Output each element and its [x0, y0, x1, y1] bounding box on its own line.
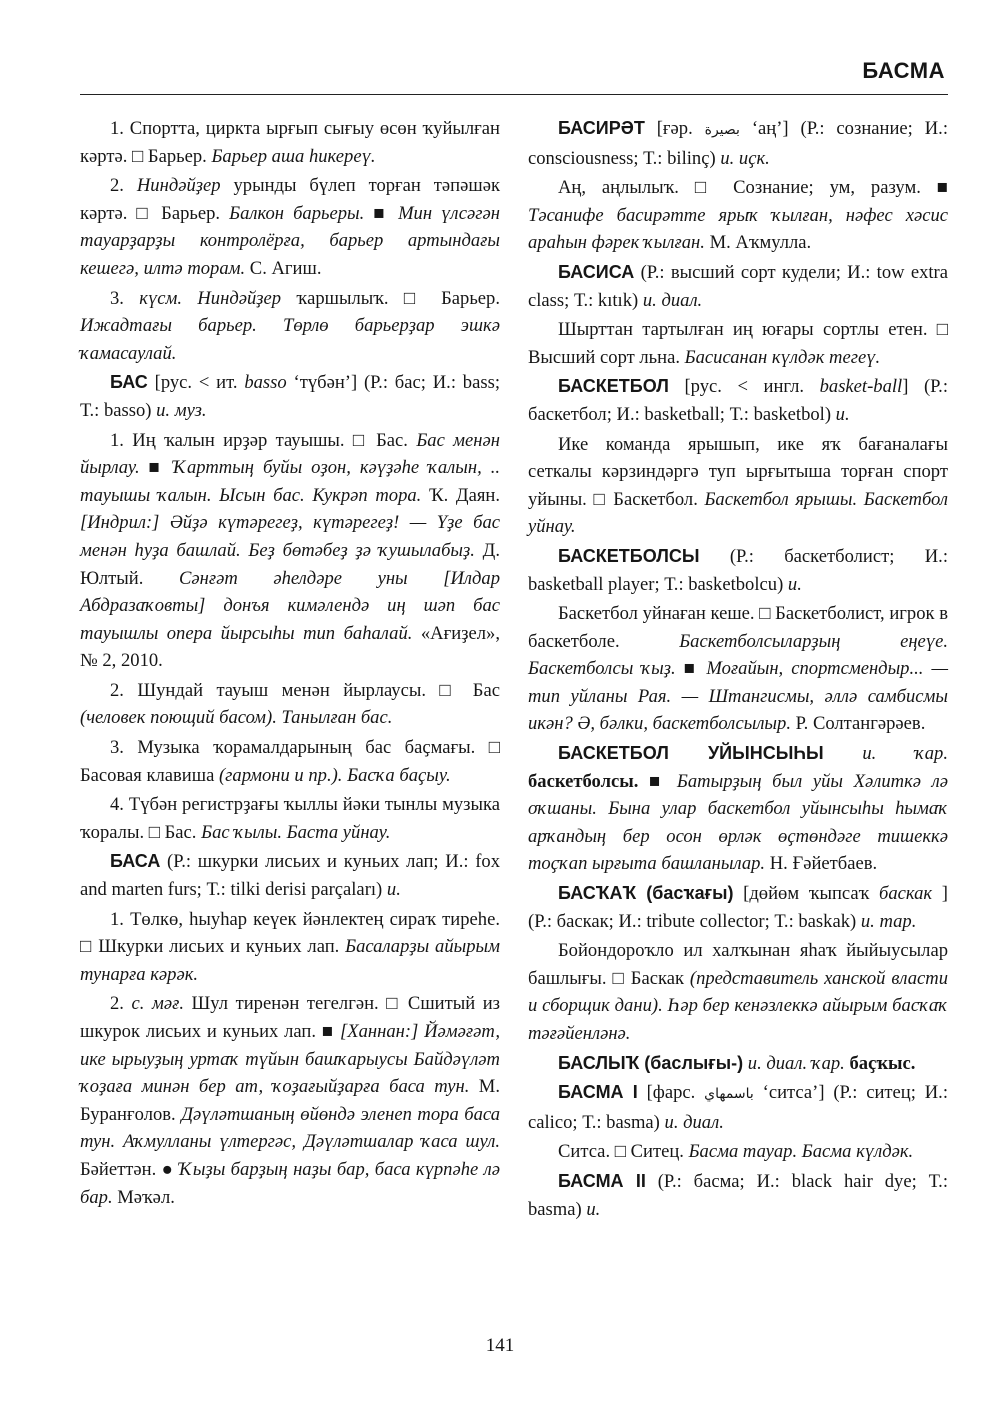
text-run: 1. Спортта, циркта ырғып сығыу өсөн ҡуйылған кәртә. □ Барьер.	[80, 118, 500, 167]
dictionary-paragraph	[528, 115, 948, 172]
italic-text: (человек поющий басом). Танылған бас.	[80, 707, 393, 729]
dictionary-paragraph	[528, 1079, 948, 1136]
italic-text: Баскетболсыларҙың еңеүе. Баскетболсы ҡыҙ.	[528, 630, 948, 680]
dictionary-paragraph	[80, 848, 500, 903]
headword: БАСКЕТБОЛСЫ	[558, 545, 700, 566]
dictionary-paragraph	[528, 373, 948, 428]
headword: БАСКЕТБОЛ	[558, 376, 669, 397]
italic-text: Басисанан күлдәк тегеү.	[684, 346, 881, 368]
headword: БАС	[110, 372, 148, 393]
italic-text: Мин үлсәгән тауарҙарҙы контролёрға, барьер артындағы кешегә, илтә торам.	[80, 202, 501, 279]
dictionary-paragraph	[80, 115, 500, 170]
headword: БАСИСА	[558, 261, 635, 282]
italic-text: баскак	[878, 883, 933, 905]
dictionary-paragraph	[528, 937, 948, 1047]
italic-text: и.	[586, 1198, 601, 1220]
bold-reference: баҫҡыс.	[849, 1052, 916, 1074]
italic-text: Балкон барьеры.	[229, 202, 365, 224]
text-run: М. Буранғолов.	[80, 1076, 500, 1125]
text-run: 1. Иң ҡалын ирҙәр тауышы. □ Бас.	[110, 429, 417, 451]
italic-text: Батырҙың был уйы Хәлиткә лә оҡшаны. Бына улар баскетбол уйынсыһы һымаҡ арҡандың бер осон өрләк өҫтөндәге тишеккә тоҫҡап ырғыта башланылар.	[528, 770, 949, 875]
text-run: 3.	[110, 287, 140, 309]
italic-text: Бас ҡылы. Баста уйнау.	[201, 821, 391, 843]
headword: БАСА	[110, 851, 161, 872]
italic-text: basso	[244, 372, 287, 394]
text-run: 3. Музыка ҡорамалдарының бас баҫмағы. □ Басовая клавиша	[80, 737, 500, 786]
italic-text: Сәнғәт әһелдәре уны [Илдар Абдразаҡовты] донъя кимәлендә иң шәп бас тауышлы опера йырсыһы тип баһалай.	[80, 567, 500, 644]
text-run: Шырттан тартылған иң юғары сортлы етен. □ Высший сорт льна.	[528, 319, 948, 368]
text-run: ■	[675, 658, 707, 680]
italic-text: (представитель ханской власти и сборщик дани). Һәр бер кенәзлеккә айырым басҡаҡ тәғәйенләнә.	[528, 967, 949, 1044]
text-run: (Р.: баскетболист; И.: basketball player; Т.: basketbolcu)	[528, 545, 948, 595]
italic-text: с. мәғ.	[131, 993, 184, 1015]
text-run: Шул тиренән тегелгән. □ Сшитый из шкурок лисьих и куньих лап. ■	[80, 993, 500, 1042]
italic-text: Ҡыҙы барҙың наҙы бар, баса күрпәһе лә бар.	[80, 1158, 500, 1208]
text-run: ҡаршылыҡ. □ Барьер.	[281, 287, 501, 309]
text-run: [рус. < ит.	[147, 372, 245, 394]
italic-text: и.	[787, 573, 802, 595]
dictionary-paragraph	[528, 740, 948, 878]
italic-text: и. ҡар.	[862, 743, 948, 765]
text-run	[824, 743, 863, 764]
header-rule	[80, 94, 948, 95]
dictionary-paragraph	[80, 285, 500, 368]
italic-text: Барьер аша һикереү.	[211, 145, 376, 167]
italic-text: Моғайын, спортсмендыр... — тип уйланы Рая. — Штангисмы, әллә самбисмы икән? Ә, бәлки, баскетболсылыр.	[528, 658, 948, 735]
dictionary-paragraph	[528, 880, 948, 935]
text-run: [дөйөм ҡыпсаҡ	[733, 883, 879, 905]
italic-text: и. тар.	[860, 910, 917, 932]
dictionary-paragraph	[528, 1168, 948, 1223]
headword: БАСКЕТБОЛ УЙЫНСЫҺЫ	[558, 743, 824, 764]
dictionary-paragraph	[528, 174, 948, 257]
italic-text: и.	[386, 879, 401, 901]
text-run: ■	[139, 457, 174, 479]
italic-text: [Индрил:] Әйҙә күтәрегеҙ, күтәрегеҙ! — Үҙе бас менән һуҙа башлай. Беҙ бөтәбеҙ ҙә ҡушылабыҙ.	[80, 512, 500, 561]
running-head: БАСМА	[862, 58, 945, 83]
dictionary-paragraph	[80, 427, 500, 675]
italic-text: и. муз.	[156, 399, 207, 421]
bold-reference: баскетболсы.	[528, 770, 639, 792]
italic-text: и. иҫк.	[720, 147, 770, 169]
italic-text: Басаларҙы айырым тунарға кәрәк.	[80, 936, 500, 985]
italic-text: и. диал.	[664, 1111, 724, 1133]
italic-text: Ниндәйҙер	[136, 175, 221, 197]
text-run: (Р.: высший сорт кудели; И.: tow extra class; Т.: kıtık)	[528, 261, 948, 311]
text-run: Д. Юлтый.	[80, 539, 501, 589]
text-run: урынды бүлеп торған тәпәшәк кәртә. □ Барьер.	[80, 175, 500, 224]
dictionary-paragraph	[80, 990, 500, 1211]
text-run: [ғәр.	[644, 118, 705, 139]
text-run: 2. Шундай тауыш менән йырлаусы. □ Бас	[110, 679, 500, 701]
text-run: ‘ситса’] (Р.: ситец; И.: calico; Т.: basma)	[528, 1082, 949, 1133]
dictionary-paragraph	[80, 369, 500, 424]
dictionary-paragraph	[80, 791, 500, 846]
arabic-script: بصيرة	[704, 122, 740, 138]
dictionary-paragraph	[528, 259, 948, 314]
text-run: Ҡ. Даян.	[421, 484, 500, 506]
text-run: 2.	[110, 175, 137, 197]
italic-text: Дәүләтшаның өйөндә эленеп тора баса тун. Аҡмулланы үлтергәс, Дәүләтшалар ҡаса шул.	[80, 1103, 500, 1153]
text-run: Аң, аңлылыҡ. □ Сознание; ум, разум. ■	[558, 177, 948, 199]
italic-text: Ҡарттың буйы оҙон, кәүҙәһе ҡалын, .. тауышы ҡалын. Ысын бас. Кукрәп тора.	[80, 457, 500, 506]
text-run: ■	[638, 770, 677, 792]
text-run: Р. Солтангәрәев.	[790, 713, 926, 735]
text-run: ‘түбән’] (Р.: бас; И.: bass; Т.: basso)	[80, 372, 500, 421]
text-run: Ике команда ярышып, ике яҡ бағаналағы сеткалы кәрзиндәргә туп ырғытыша торған спорт уйыны. □ Баскетбол.	[528, 433, 948, 510]
page-number: 141	[485, 1335, 515, 1356]
headword: БАСИРӘТ	[558, 118, 645, 138]
dictionary-paragraph	[80, 172, 500, 282]
text-run: ■	[364, 202, 399, 224]
italic-text: Бас менән йырлау.	[80, 429, 500, 479]
headword: БАСМА I	[558, 1082, 638, 1103]
italic-text: Басма тауар. Басма күлдәк.	[688, 1141, 914, 1163]
dictionary-paragraph	[80, 677, 500, 732]
italic-text: Ижадтағы барьер. Төрлө барьерҙар эшкә ҡамасаулай.	[80, 315, 500, 364]
left-column	[80, 115, 500, 1213]
text-run: Бәйеттән. ●	[80, 1158, 179, 1180]
italic-text: Тәсанифе басирәтте ярыҡ ҡылған, нәфес хәсис араһын фәрек ҡылған.	[528, 204, 948, 254]
dictionary-paragraph	[528, 1138, 948, 1166]
text-run: М. Аҡмулла.	[704, 232, 812, 254]
dictionary-paragraph	[528, 600, 948, 738]
headword: БАСМА II	[558, 1170, 646, 1191]
italic-text: basket-ball	[819, 376, 903, 398]
arabic-script: باسمهاي	[704, 1086, 754, 1103]
italic-text: и. диал.	[642, 289, 703, 311]
text-run: [фарс.	[637, 1082, 705, 1104]
text-run: «Ағиҙел», № 2, 2010.	[80, 622, 500, 672]
italic-text: күсм. Ниндәйҙер	[139, 287, 282, 309]
text-run: Ситса. □ Ситец.	[558, 1141, 689, 1163]
text-run: 1. Төлкө, һыуһар кеүек йәнлектең сираҡ тиреһе. □ Шкурки лисьих и куньих лап.	[80, 908, 500, 958]
text-run: Баскетбол уйнаған кеше. □ Баскетболист, игрок в баскетболе.	[528, 603, 948, 652]
dictionary-paragraph	[80, 906, 500, 989]
italic-text: [Ханнан:] Йәмәғәт, ике ырыуҙың уртаҡ түйын башҡарыусы Байдәүләт ҡоҙаға минән бер ат, ҡоҙағыйҙарға баса тун.	[80, 1021, 500, 1098]
text-run: Мәҡәл.	[112, 1186, 175, 1208]
dictionary-paragraph	[528, 543, 948, 598]
italic-text: (гармони и пр.). Басҡа баҫыу.	[218, 764, 451, 786]
dictionary-paragraph	[80, 734, 500, 789]
text-run: Н. Ғәйетбаев.	[765, 853, 878, 875]
italic-text: Баскетбол ярышы. Баскетбол уйнау.	[528, 488, 948, 538]
right-column	[528, 115, 948, 1225]
dictionary-paragraph	[528, 316, 948, 371]
text-run: (Р.: басма; И.: black hair dye; Т.: basma)	[528, 1170, 948, 1220]
dictionary-paragraph	[528, 431, 948, 541]
italic-text: и.	[835, 403, 850, 425]
dictionary-paragraph	[528, 1050, 948, 1078]
text-run: [рус. < ингл.	[668, 376, 820, 398]
text-run: С. Агиш.	[245, 257, 322, 279]
italic-text: и. диал. ҡар.	[747, 1052, 845, 1074]
headword: БАСЛЫҠ (баслығы-)	[558, 1052, 744, 1073]
text-run: ] (Р.: баскетбол; И.: basketball; Т.: basketbol)	[528, 376, 948, 425]
text-run: 4. Түбән регистрҙағы ҡыллы йәки тынлы музыка ҡоралы. □ Бас.	[80, 794, 500, 843]
text-run: ] (Р.: баскак; И.: tribute collector; Т.: baskak)	[528, 883, 948, 932]
headword: БАСҠАҠ (басҡағы)	[558, 883, 734, 904]
text-run: 2.	[110, 993, 132, 1015]
text-run: (Р.: шкурки лисьих и куньих лап; И.: fox and marten furs; Т.: tilki derisi parçaları)	[80, 851, 500, 901]
text-run: Бойондороҡло ил халҡынан яһаҡ йыйыусылар башлығы. □ Баскак	[528, 940, 948, 989]
text-run: ‘аң’] (Р.: сознание; И.: consciousness; Т.: bilinç)	[528, 118, 948, 169]
